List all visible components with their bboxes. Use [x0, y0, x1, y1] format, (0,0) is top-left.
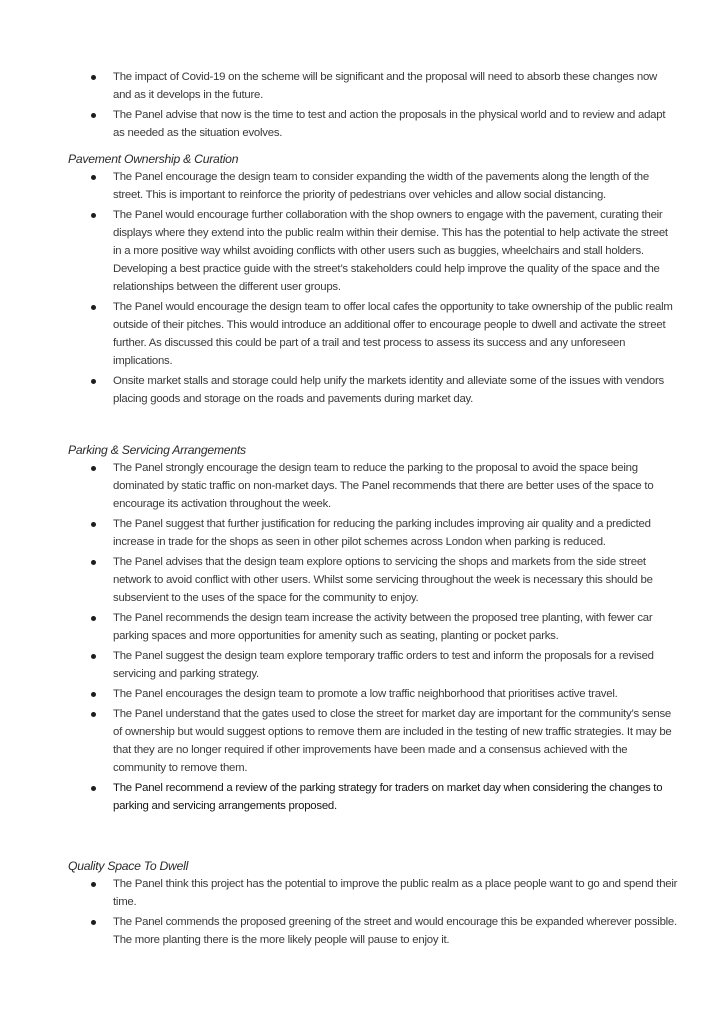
- list-item: [68, 372, 678, 408]
- list-item: [68, 779, 678, 815]
- list-item: [68, 553, 678, 607]
- list-item-text: The Panel would encourage the design team to offer local cafes the opportunity to take ownership of the public realm outside of their pitches. This would introduce an additional offer to encourage people to dwell and activate the street further. As discussed this could be part of a trail and test process to assess its success and any unforeseen implications.: [113, 301, 673, 367]
- list-item-text: The Panel suggest that further justification for reducing the parking includes improving air quality and a predicted increase in trade for the shops as seen in other pilot schemes across London when parking is reduced.: [113, 518, 651, 548]
- bullet-icon: [91, 712, 96, 717]
- bullet-icon: [91, 466, 96, 471]
- list-item-text: The Panel strongly encourage the design team to reduce the parking to the proposal to avoid the space being dominated by static traffic on non-market days. The Panel recommends that there are better uses of the space to encourage its activation throughout the week.: [113, 462, 654, 510]
- bullet-icon: [91, 522, 96, 527]
- list-item-text: The Panel encourage the design team to consider expanding the width of the pavements along the length of the street. This is important to reinforce the priority of pedestrians over vehicles and allow social distancing.: [113, 171, 649, 201]
- list-item: [68, 106, 678, 142]
- quality-bullet-list: [68, 875, 678, 949]
- quality-section: [68, 857, 678, 951]
- list-item-text: The Panel commends the proposed greening of the street and would encourage this be expanded wherever possible. The more planting there is the more likely people will pause to enjoy it.: [113, 916, 677, 946]
- section-heading: Parking & Servicing Arrangements: [68, 443, 246, 457]
- bullet-icon: [91, 379, 96, 384]
- list-item: [68, 298, 678, 370]
- list-item-text: The Panel would encourage further collaboration with the shop owners to engage with the pavement, curating their displays where they extend into the public realm within their demise. This has the potential to help activate the street in a more positive way whilst avoiding conflicts with other users such as buggies, wheelchairs and stall holders. Developing a best practice guide with the street’s stakeholders could help improve the quality of the space and the relationships between the different user groups.: [113, 209, 668, 293]
- bullet-icon: [91, 113, 96, 118]
- list-item: [68, 647, 678, 683]
- list-item: [68, 875, 678, 911]
- list-item-text: The Panel think this project has the potential to improve the public realm as a place people want to go and spend their time.: [113, 878, 678, 908]
- list-item: [68, 168, 678, 204]
- parking-section: [68, 441, 672, 817]
- bullet-icon: [91, 560, 96, 565]
- list-item-text: The Panel suggest the design team explore temporary traffic orders to test and inform the proposals for a revised servicing and parking strategy.: [113, 650, 654, 680]
- pavement-bullet-list: [68, 168, 673, 408]
- bullet-icon: [91, 616, 96, 621]
- list-item: [68, 206, 678, 296]
- intro-bullet-list: [68, 68, 668, 142]
- bullet-icon: [91, 786, 96, 791]
- bullet-icon: [91, 920, 96, 925]
- bullet-icon: [91, 882, 96, 887]
- bullet-icon: [91, 75, 96, 80]
- list-item: [68, 515, 678, 551]
- pavement-section: [68, 150, 673, 410]
- list-item: [68, 913, 678, 949]
- list-item: [68, 459, 678, 513]
- bullet-icon: [91, 692, 96, 697]
- list-item: [68, 705, 678, 777]
- parking-bullet-list: [68, 459, 672, 815]
- list-item-text: The Panel understand that the gates used to close the street for market day are important for the community’s sense of ownership but would suggest options to remove them are included in the testing of new traffic strategies. It may be that they are no longer required if other improvements have been made and a consensus achieved with the community to remove them.: [113, 708, 672, 774]
- list-item-text: The Panel advises that the design team explore options to servicing the shops and markets from the side street network to avoid conflict with other users. Whilst some servicing throughout the week is necessary this should be subservient to the uses of the space for the community to enjoy.: [113, 556, 653, 604]
- bullet-icon: [91, 305, 96, 310]
- list-item-text: The Panel advise that now is the time to test and action the proposals in the physical world and to review and adapt as needed as the situation evolves.: [113, 109, 666, 139]
- list-item-text: The Panel encourages the design team to promote a low traffic neighborhood that prioritises active travel.: [113, 688, 618, 700]
- bullet-icon: [91, 213, 96, 218]
- list-item: [68, 68, 678, 104]
- list-item-text: Onsite market stalls and storage could help unify the markets identity and alleviate some of the issues with vendors placing goods and storage on the roads and pavements during market day.: [113, 375, 664, 405]
- list-item: [68, 685, 678, 703]
- list-item: [68, 609, 678, 645]
- list-item-text: The Panel recommend a review of the parking strategy for traders on market day when considering the changes to parking and servicing arrangements proposed.: [113, 782, 663, 812]
- section-heading: Quality Space To Dwell: [68, 859, 189, 873]
- intro-section: [68, 68, 668, 144]
- list-item-text: The Panel recommends the design team increase the activity between the proposed tree planting, with fewer car parking spaces and more opportunities for amenity such as seating, planting or pocket parks.: [113, 612, 653, 642]
- bullet-icon: [91, 175, 96, 180]
- section-heading: Pavement Ownership & Curation: [68, 152, 239, 166]
- list-item-text: The impact of Covid-19 on the scheme will be significant and the proposal will need to absorb these changes now and as it develops in the future.: [113, 71, 658, 101]
- bullet-icon: [91, 654, 96, 659]
